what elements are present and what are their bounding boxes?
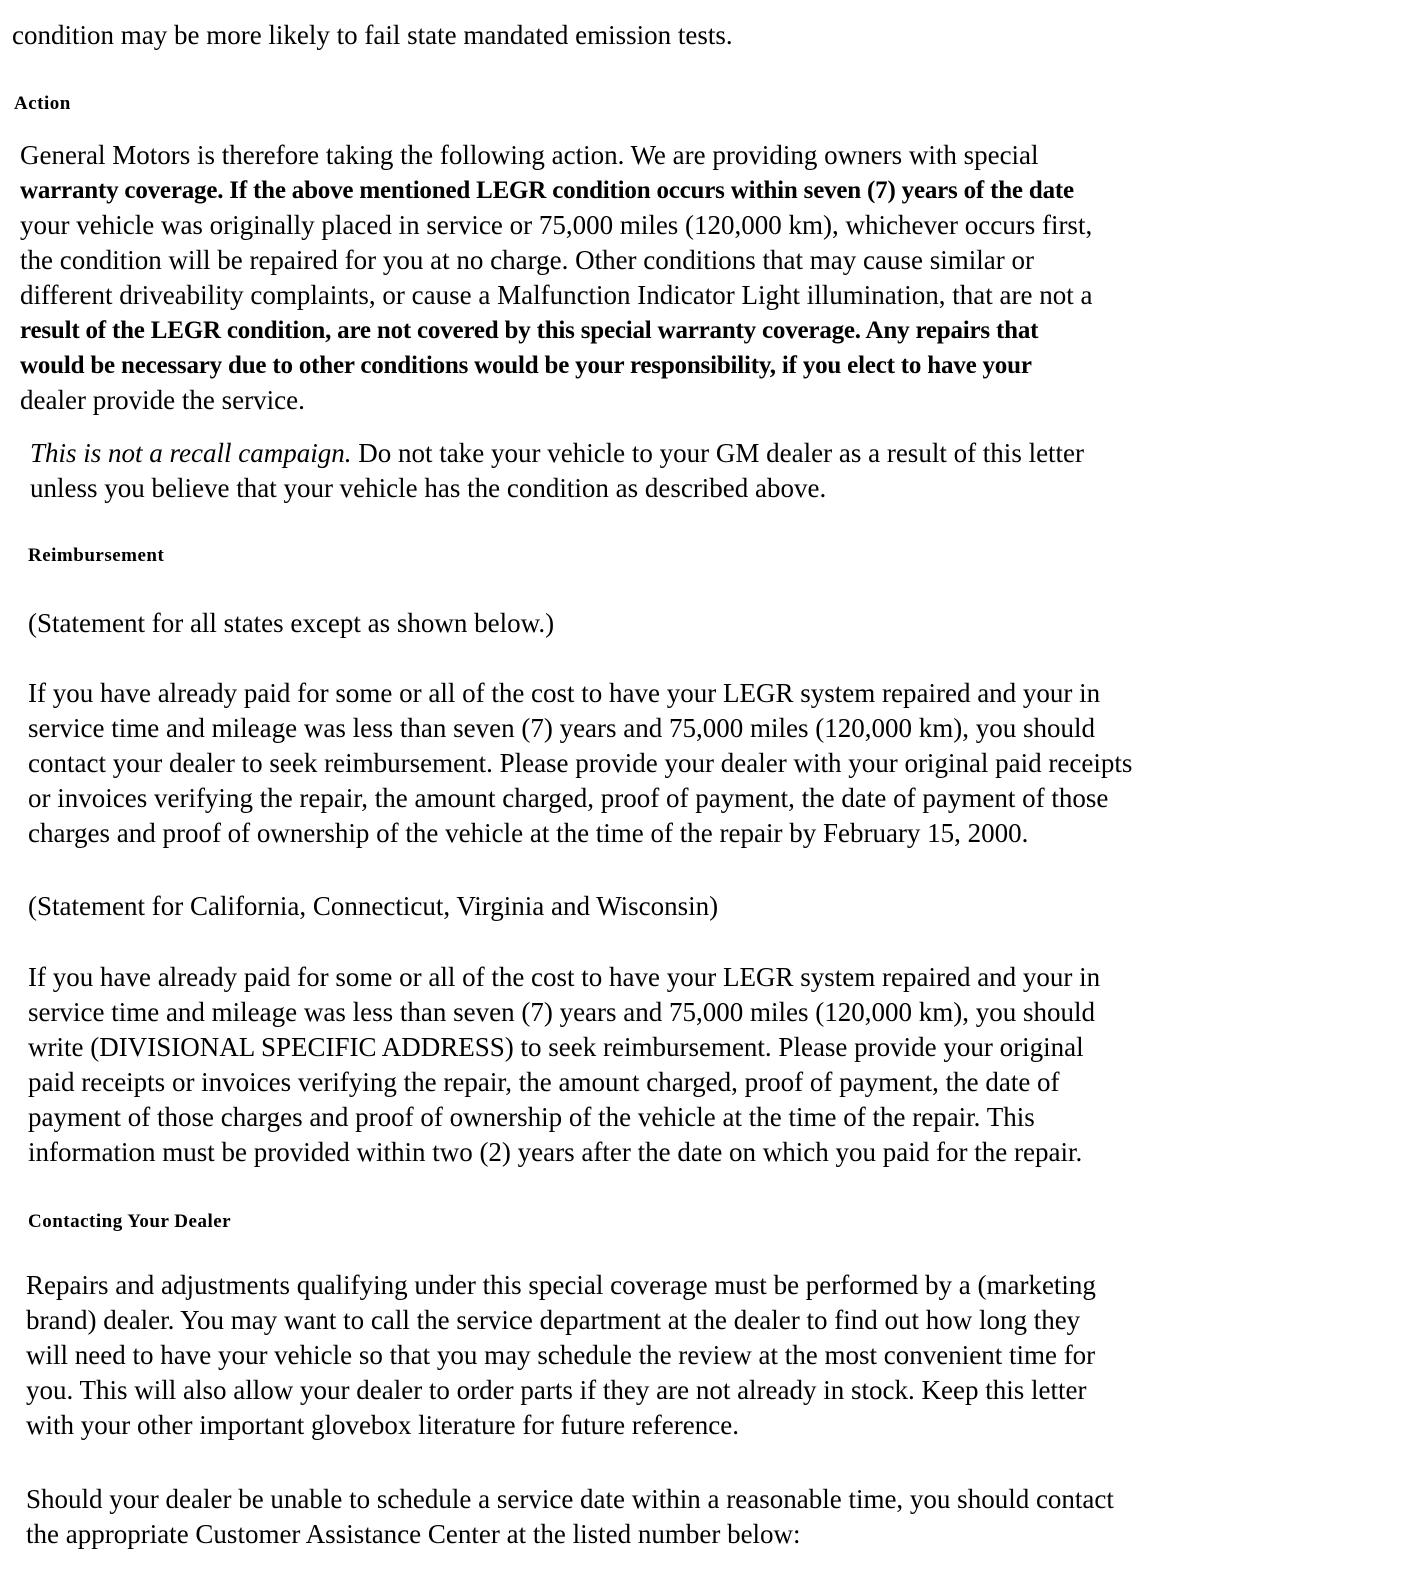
contact-line-3: will need to have your vehicle so that you may schedule the review at the most convenient time for bbox=[26, 1340, 1096, 1370]
statement-four-states bbox=[28, 889, 718, 924]
reimb-states-line-1: If you have already paid for some or all of the cost to have your LEGR system repaired and your in bbox=[28, 962, 1101, 992]
reimb-states-line-2: service time and mileage was less than seven (7) years and 75,000 miles (120,000 km), you should bbox=[28, 997, 1096, 1027]
reimb-states-line-6: information must be provided within two (2) years after the date on which you paid for the repair. bbox=[28, 1137, 1083, 1167]
reimb-all-line-3: contact your dealer to seek reimbursement. Please provide your dealer with your original paid receipts bbox=[28, 748, 1133, 778]
reimb-states-line-5: payment of those charges and proof of ownership of the vehicle at the time of the repair. This bbox=[28, 1102, 1035, 1132]
recall-notice bbox=[30, 436, 1084, 506]
contact-line-2: brand) dealer. You may want to call the service department at the dealer to find out how long they bbox=[26, 1305, 1081, 1335]
action-line-4: the condition will be repaired for you at no charge. Other conditions that may cause similar or bbox=[20, 245, 1034, 275]
action-line-5: different driveability complaints, or cause a Malfunction Indicator Light illumination, that are not a bbox=[20, 280, 1093, 310]
reimb-states-line-4: paid receipts or invoices verifying the repair, the amount charged, proof of payment, the date of bbox=[28, 1067, 1060, 1097]
top-line-text: condition may be more likely to fail state mandated emission tests. bbox=[12, 20, 733, 50]
action-paragraph bbox=[20, 138, 1092, 418]
action-line-1: General Motors is therefore taking the following action. We are providing owners with special bbox=[20, 140, 1039, 170]
recall-notice-line-2: unless you believe that your vehicle has the condition as described above. bbox=[30, 473, 827, 503]
reimbursement-paragraph-all bbox=[28, 676, 1132, 851]
statement-all-states bbox=[28, 606, 554, 641]
recall-notice-rest: Do not take your vehicle to your GM dealer as a result of this letter bbox=[351, 438, 1085, 468]
contact-line-4: you. This will also allow your dealer to order parts if they are not already in stock. Keep this letter bbox=[26, 1375, 1087, 1405]
reimb-states-line-3: write (DIVISIONAL SPECIFIC ADDRESS) to seek reimbursement. Please provide your original bbox=[28, 1032, 1084, 1062]
reimbursement-paragraph-states bbox=[28, 960, 1100, 1170]
recall-notice-line-1 bbox=[30, 436, 1084, 471]
recall-notice-italic: This is not a recall campaign. bbox=[30, 438, 352, 468]
contact-line-5: with your other important glovebox literature for future reference. bbox=[26, 1410, 739, 1440]
contact-line-1: Repairs and adjustments qualifying under this special coverage must be performed by a (marketing bbox=[26, 1270, 1096, 1300]
statement-all-states-text: (Statement for all states except as shown below.) bbox=[28, 608, 555, 638]
reimb-all-line-4: or invoices verifying the repair, the amount charged, proof of payment, the date of payment of those bbox=[28, 783, 1109, 813]
heading-contacting-dealer: Contacting Your Dealer bbox=[28, 1211, 232, 1232]
contacting-paragraph bbox=[26, 1268, 1096, 1443]
heading-action: Action bbox=[14, 93, 71, 114]
closing-line-1: Should your dealer be unable to schedule a service date within a reasonable time, you should contact bbox=[26, 1484, 1114, 1514]
top-line bbox=[12, 18, 733, 53]
action-line-2: warranty coverage. If the above mentioned LEGR condition occurs within seven (7) years of the date bbox=[20, 177, 1074, 204]
reimb-all-line-1: If you have already paid for some or all of the cost to have your LEGR system repaired and your in bbox=[28, 678, 1101, 708]
closing-paragraph bbox=[26, 1482, 1114, 1552]
statement-four-states-text: (Statement for California, Connecticut, Virginia and Wisconsin) bbox=[28, 891, 719, 921]
reimb-all-line-5: charges and proof of ownership of the vehicle at the time of the repair by February 15, 2000. bbox=[28, 818, 1029, 848]
action-line-7: would be necessary due to other conditions would be your responsibility, if you elect to have your bbox=[20, 352, 1032, 379]
action-line-3: your vehicle was originally placed in service or 75,000 miles (120,000 km), whichever occurs first, bbox=[20, 210, 1093, 240]
closing-line-2: the appropriate Customer Assistance Center at the listed number below: bbox=[26, 1519, 801, 1549]
heading-reimbursement: Reimbursement bbox=[28, 545, 165, 566]
action-line-8: dealer provide the service. bbox=[20, 385, 305, 415]
action-line-6: result of the LEGR condition, are not covered by this special warranty coverage. Any repairs that bbox=[20, 317, 1039, 344]
reimb-all-line-2: service time and mileage was less than seven (7) years and 75,000 miles (120,000 km), you should bbox=[28, 713, 1096, 743]
